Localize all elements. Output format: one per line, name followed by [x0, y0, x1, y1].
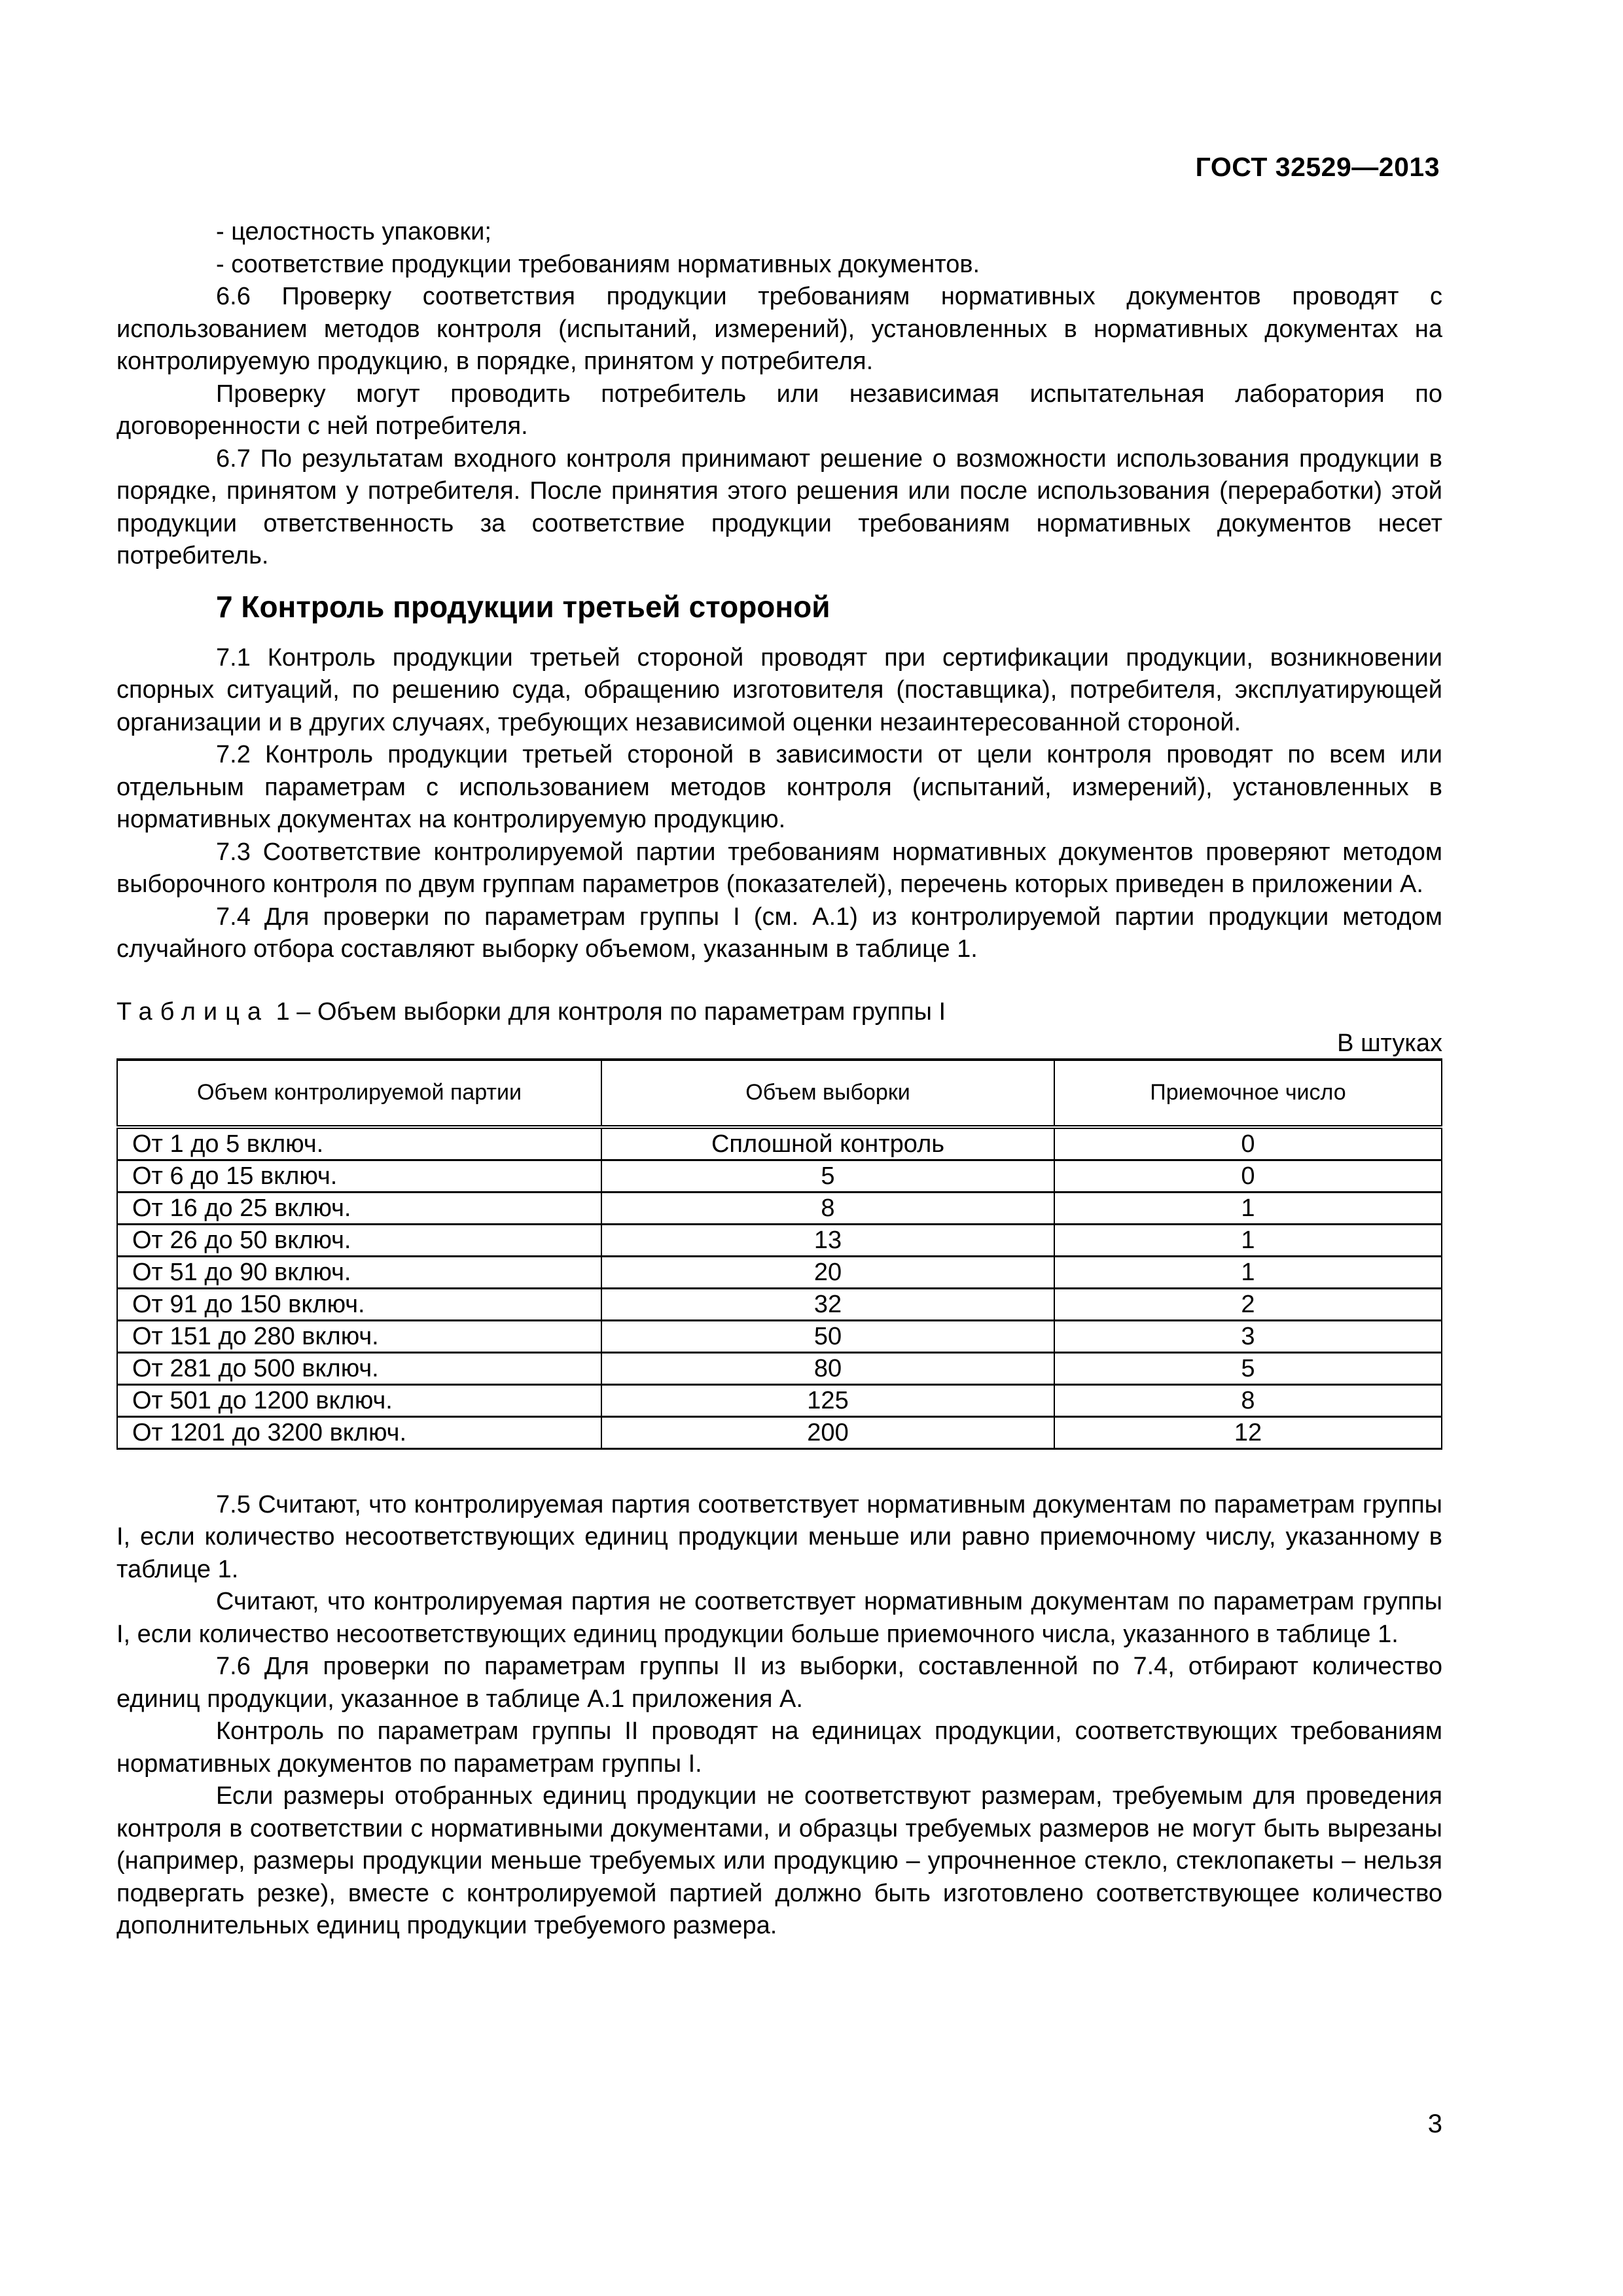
cell-acceptance-number: 8 — [1054, 1384, 1442, 1416]
table-row — [117, 1192, 1442, 1224]
paragraph-7-6: 7.6 Для проверки по параметрам группы II из выборки, составленной по 7.4, отбирают количество единиц продукции, указанное в таблице А.1 приложения А. — [116, 1653, 1442, 1713]
cell-acceptance-number: 5 — [1054, 1352, 1442, 1384]
table-row — [117, 1320, 1442, 1352]
paragraph-7-5-nonconformity: Считают, что контролируемая партия не соответствует нормативным документам по параметрам группы I, если количество несоответствующих единиц продукции больше приемочного числа, указанного в таблице 1. — [116, 1588, 1442, 1648]
cell-lot-size: От 51 до 90 включ. — [117, 1256, 601, 1288]
cell-lot-size: От 501 до 1200 включ. — [117, 1384, 601, 1416]
paragraph-7-6-group-2: Контроль по параметрам группы II проводят на единицах продукции, соответствующих требованиям нормативных документов по параметрам группы I. — [116, 1717, 1442, 1778]
table-row — [117, 1416, 1442, 1448]
table-caption-label: Таблица — [116, 997, 269, 1026]
cell-sample-size: Сплошной контроль — [601, 1127, 1054, 1160]
cell-sample-size: 13 — [601, 1224, 1054, 1256]
cell-sample-size: 125 — [601, 1384, 1054, 1416]
paragraph-7-4: 7.4 Для проверки по параметрам группы I (см. А.1) из контролируемой партии продукции методом случайного отбора составляют выборку объемом, указанным в таблице 1. — [116, 903, 1442, 963]
cell-acceptance-number: 1 — [1054, 1224, 1442, 1256]
cell-acceptance-number: 2 — [1054, 1288, 1442, 1320]
paragraph-6-6-note: Проверку могут проводить потребитель или независимая испытательная лаборатория по договоренности с ней потребителя. — [116, 380, 1442, 440]
table-row — [117, 1224, 1442, 1256]
cell-acceptance-number: 1 — [1054, 1192, 1442, 1224]
column-header-acceptance-number: Приемочное число — [1054, 1060, 1442, 1127]
cell-sample-size: 32 — [601, 1288, 1054, 1320]
table-row — [117, 1256, 1442, 1288]
table-row — [117, 1288, 1442, 1320]
cell-acceptance-number: 1 — [1054, 1256, 1442, 1288]
paragraph-7-6-sizes: Если размеры отобранных единиц продукции не соответствуют размерам, требуемым для проведения контроля в соответствии с нормативными документами, и образцы требуемых размеров не могут быть вырезаны (например, размеры продукции меньше требуемых или продукцию – упрочненное стекло, стеклопакеты – нельзя подвергать резке), вместе с контролируемой партией должно быть изготовлено соответствующее количество дополнительных единиц продукции требуемого размера. — [116, 1782, 1442, 1939]
cell-acceptance-number: 12 — [1054, 1416, 1442, 1448]
cell-sample-size: 50 — [601, 1320, 1054, 1352]
cell-lot-size: От 16 до 25 включ. — [117, 1192, 601, 1224]
column-header-lot-size: Объем контролируемой партии — [117, 1060, 601, 1127]
list-item-compliance: - соответствие продукции требованиям нормативных документов. — [216, 250, 980, 278]
paragraph-7-3: 7.3 Соответствие контролируемой партии требованиям нормативных документов проверяют методом выборочного контроля по двум группам параметров (показателей), перечень которых приведен в приложении А. — [116, 838, 1442, 898]
page-number: 3 — [1427, 2109, 1442, 2138]
column-header-sample-size: Объем выборки — [601, 1060, 1054, 1127]
table-unit: В штуках — [1337, 1029, 1442, 1057]
table-body — [117, 1127, 1442, 1449]
cell-lot-size: От 1 до 5 включ. — [117, 1127, 601, 1160]
table-caption-text: – Объем выборки для контроля по параметрам группы I — [296, 997, 946, 1026]
section-heading-7: 7 Контроль продукции третьей стороной — [216, 589, 830, 624]
cell-sample-size: 200 — [601, 1416, 1054, 1448]
cell-lot-size: От 151 до 280 включ. — [117, 1320, 601, 1352]
cell-acceptance-number: 0 — [1054, 1127, 1442, 1160]
document-body — [116, 216, 1442, 1943]
table-row — [117, 1352, 1442, 1384]
cell-lot-size: От 6 до 15 включ. — [117, 1160, 601, 1192]
table-header-row — [117, 1060, 1442, 1127]
document-header-id: ГОСТ 32529—2013 — [1195, 152, 1440, 182]
sample-size-table — [116, 1058, 1442, 1450]
table-row — [117, 1127, 1442, 1160]
cell-lot-size: От 281 до 500 включ. — [117, 1352, 601, 1384]
cell-lot-size: От 91 до 150 включ. — [117, 1288, 601, 1320]
cell-lot-size: От 26 до 50 включ. — [117, 1224, 601, 1256]
cell-sample-size: 5 — [601, 1160, 1054, 1192]
cell-lot-size: От 1201 до 3200 включ. — [117, 1416, 601, 1448]
list-item-packaging: - целостность упаковки; — [216, 218, 491, 245]
cell-sample-size: 8 — [601, 1192, 1054, 1224]
paragraph-7-2: 7.2 Контроль продукции третьей стороной в зависимости от цели контроля проводят по всем или отдельным параметрам с использованием методов контроля (испытаний, измерений), установленных в нормативных документах на контролируемую продукцию. — [116, 741, 1442, 833]
paragraph-7-5: 7.5 Считают, что контролируемая партия соответствует нормативным документам по параметрам группы I, если количество несоответствующих единиц продукции меньше или равно приемочному числу, указанному в таблице 1. — [116, 1490, 1442, 1583]
table-caption-number: 1 — [276, 997, 290, 1026]
paragraph-7-1: 7.1 Контроль продукции третьей стороной проводят при сертификации продукции, возникновении спорных ситуаций, по решению суда, обращению изготовителя (поставщика), потребителя, эксплуатирующей организации и в других случаях, требующих независимой оценки незаинтересованной стороной. — [116, 643, 1442, 736]
table-caption — [116, 996, 1442, 1028]
cell-sample-size: 20 — [601, 1256, 1054, 1288]
paragraph-6-7: 6.7 По результатам входного контроля принимают решение о возможности использования продукции в порядке, принятом у потребителя. После принятия этого решения или после использования (переработки) этой продукции ответственность за соответствие продукции требованиям нормативных документов несет потребитель. — [116, 444, 1442, 569]
cell-acceptance-number: 0 — [1054, 1160, 1442, 1192]
paragraph-6-6: 6.6 Проверку соответствия продукции требованиям нормативных документов проводят с использованием методов контроля (испытаний, измерений), установленных в нормативных документах на контролируемую продукцию, в порядке, принятом у потребителя. — [116, 283, 1442, 375]
table-row — [117, 1160, 1442, 1192]
cell-sample-size: 80 — [601, 1352, 1054, 1384]
cell-acceptance-number: 3 — [1054, 1320, 1442, 1352]
table-row — [117, 1384, 1442, 1416]
